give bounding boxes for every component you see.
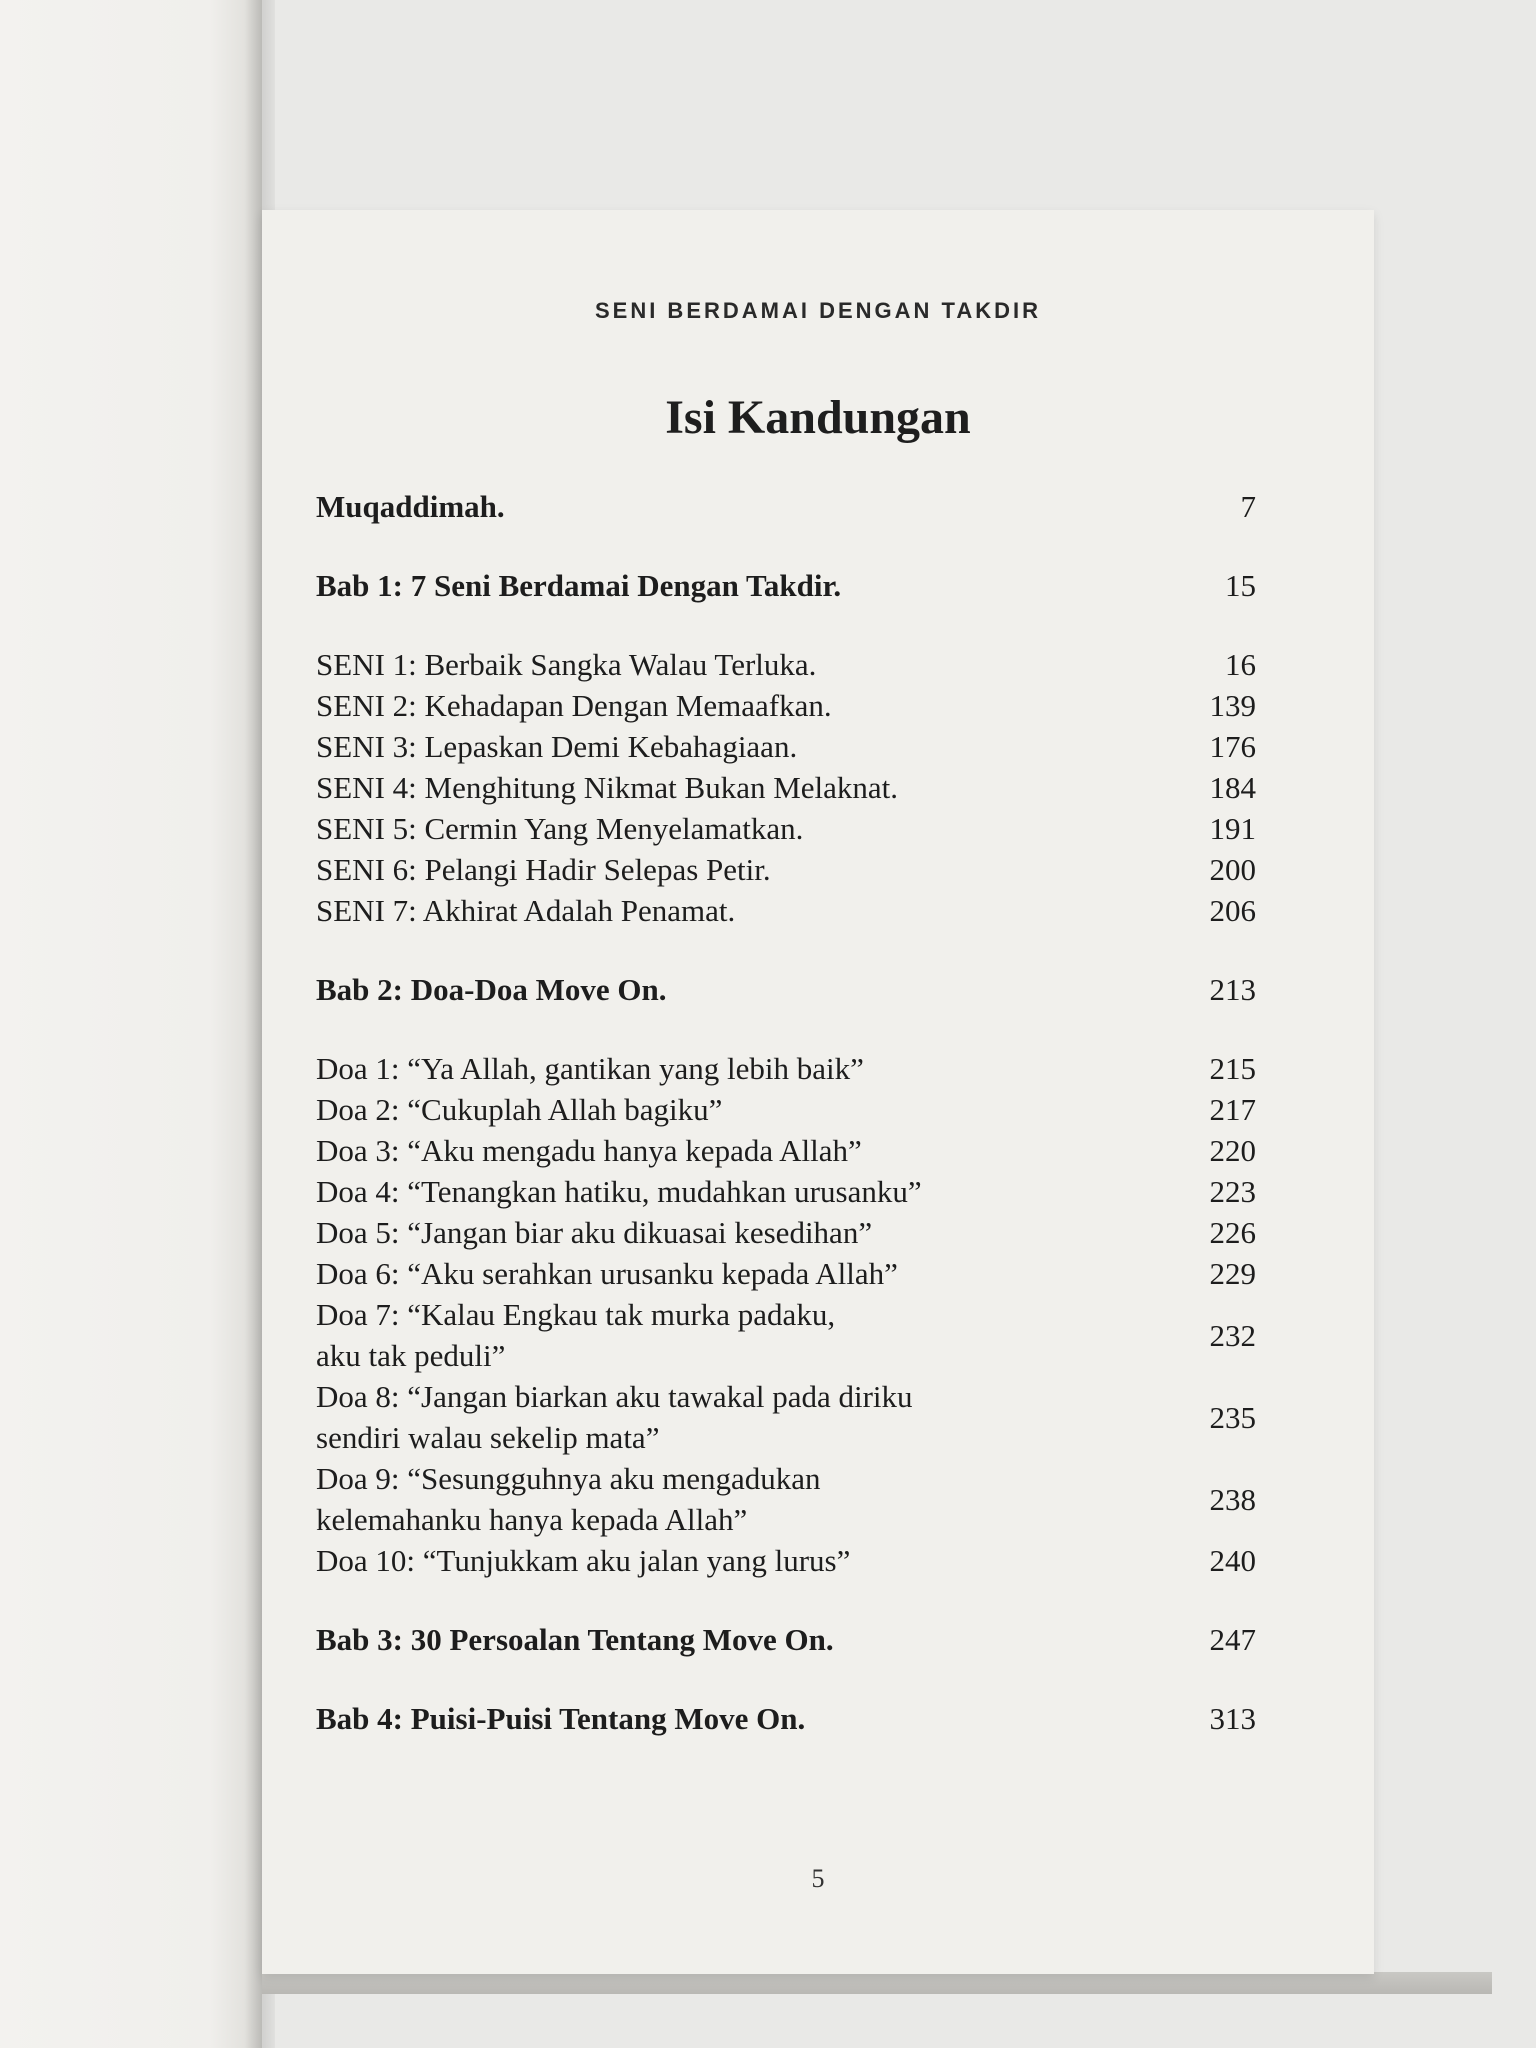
- toc-entry-title: Muqaddimah.: [316, 489, 505, 524]
- toc-entry-page: 184: [1209, 770, 1256, 805]
- toc-entry-page: 223: [1209, 1174, 1256, 1209]
- toc-entry-title: Doa 3: “Aku mengadu hanya kepada Allah”: [316, 1133, 862, 1168]
- toc-entry-title: [316, 1458, 1166, 1540]
- toc-entry-seni-4: [316, 767, 1256, 808]
- toc-entry-title: Doa 4: “Tenangkan hatiku, mudahkan urusanku”: [316, 1174, 922, 1209]
- toc-entry-page: 229: [1209, 1256, 1256, 1291]
- table-of-contents: [316, 486, 1256, 1739]
- toc-entry-title: SENI 7: Akhirat Adalah Penamat.: [316, 893, 736, 928]
- book-page: [262, 210, 1374, 1974]
- toc-entry-title: SENI 5: Cermin Yang Menyelamatkan.: [316, 811, 804, 846]
- toc-entry-title: [316, 1294, 1166, 1376]
- toc-entry-bab-3: [316, 1619, 1256, 1660]
- page-number: 5: [811, 1864, 825, 1893]
- toc-title: Isi Kandungan: [665, 391, 971, 444]
- toc-entry-doa-6: [316, 1253, 1256, 1294]
- toc-entry-title: SENI 6: Pelangi Hadir Selepas Petir.: [316, 852, 771, 887]
- toc-entry-page: 247: [1209, 1622, 1256, 1657]
- toc-entry-title: Doa 2: “Cukuplah Allah bagiku”: [316, 1092, 723, 1127]
- toc-entry-page: 220: [1209, 1133, 1256, 1168]
- toc-entry-page: 313: [1209, 1701, 1256, 1736]
- toc-entry-doa-2: [316, 1089, 1256, 1130]
- toc-entry-title-line-1: Doa 9: “Sesungguhnya aku mengadukan: [316, 1461, 821, 1496]
- toc-entry-title-line-1: Doa 8: “Jangan biarkan aku tawakal pada diriku: [316, 1379, 913, 1414]
- toc-entry-seni-6: [316, 849, 1256, 890]
- toc-entry-page: 232: [1209, 1317, 1256, 1353]
- toc-entry-title-line-1: Doa 7: “Kalau Engkau tak murka padaku,: [316, 1297, 836, 1332]
- toc-entry-doa-3: [316, 1130, 1256, 1171]
- toc-entry-title: Doa 1: “Ya Allah, gantikan yang lebih baik”: [316, 1051, 864, 1086]
- toc-entry-title: Bab 4: Puisi-Puisi Tentang Move On.: [316, 1701, 806, 1736]
- toc-entry-page: 238: [1209, 1481, 1256, 1517]
- toc-entry-title: SENI 1: Berbaik Sangka Walau Terluka.: [316, 647, 817, 682]
- toc-entry-doa-10: [316, 1540, 1256, 1581]
- toc-entry-title: Doa 10: “Tunjukkam aku jalan yang lurus”: [316, 1543, 851, 1578]
- toc-entry-bab-2: [316, 969, 1256, 1010]
- running-head: SENI BERDAMAI DENGAN TAKDIR: [594, 298, 1042, 323]
- toc-entry-page: 213: [1209, 972, 1256, 1007]
- toc-entry-page: 15: [1225, 568, 1256, 603]
- toc-entry-title: SENI 3: Lepaskan Demi Kebahagiaan.: [316, 729, 798, 764]
- toc-entry-page: 215: [1209, 1051, 1256, 1086]
- toc-entry-seni-5: [316, 808, 1256, 849]
- toc-entry-page: 217: [1209, 1092, 1256, 1127]
- toc-entry-doa-8: [316, 1376, 1256, 1458]
- toc-entry-title: [316, 1376, 1166, 1458]
- toc-entry-page: 139: [1209, 688, 1256, 723]
- toc-entry-title-line-2: aku tak peduli”: [316, 1338, 506, 1373]
- toc-entry-title: Bab 2: Doa-Doa Move On.: [316, 972, 667, 1007]
- toc-entry-seni-2: [316, 685, 1256, 726]
- toc-entry-doa-1: [316, 1048, 1256, 1089]
- toc-entry-page: 176: [1209, 729, 1256, 764]
- toc-entry-title: Doa 6: “Aku serahkan urusanku kepada Allah”: [316, 1256, 898, 1291]
- toc-entry-title-line-2: sendiri walau sekelip mata”: [316, 1420, 660, 1455]
- toc-entry-page: 7: [1240, 489, 1256, 524]
- toc-entry-seni-7: [316, 890, 1256, 931]
- toc-entry-page: 235: [1209, 1399, 1256, 1435]
- toc-entry-seni-1: [316, 644, 1256, 685]
- toc-entry-page: 16: [1225, 647, 1256, 682]
- toc-entry-title: Bab 1: 7 Seni Berdamai Dengan Takdir.: [316, 568, 842, 603]
- toc-entry-title: Doa 5: “Jangan biar aku dikuasai kesedihan”: [316, 1215, 873, 1250]
- toc-entry-title: SENI 2: Kehadapan Dengan Memaafkan.: [316, 688, 832, 723]
- toc-entry-page: 226: [1209, 1215, 1256, 1250]
- toc-entry-bab-1: [316, 565, 1256, 606]
- toc-entry-page: 191: [1209, 811, 1256, 846]
- toc-entry-page: 200: [1209, 852, 1256, 887]
- toc-entry-doa-9: [316, 1458, 1256, 1540]
- toc-entry-page: 240: [1209, 1543, 1256, 1578]
- toc-entry-bab-4: [316, 1698, 1256, 1739]
- toc-entry-muqaddimah: [316, 486, 1256, 527]
- left-page: [0, 0, 262, 2048]
- toc-entry-doa-7: [316, 1294, 1256, 1376]
- toc-entry-seni-3: [316, 726, 1256, 767]
- toc-entry-doa-5: [316, 1212, 1256, 1253]
- page-edges: [262, 1972, 1492, 1994]
- toc-entry-title: SENI 4: Menghitung Nikmat Bukan Melaknat.: [316, 770, 899, 805]
- toc-entry-title-line-2: kelemahanku hanya kepada Allah”: [316, 1502, 748, 1537]
- toc-entry-doa-4: [316, 1171, 1256, 1212]
- toc-entry-title: Bab 3: 30 Persoalan Tentang Move On.: [316, 1622, 834, 1657]
- toc-entry-page: 206: [1209, 893, 1256, 928]
